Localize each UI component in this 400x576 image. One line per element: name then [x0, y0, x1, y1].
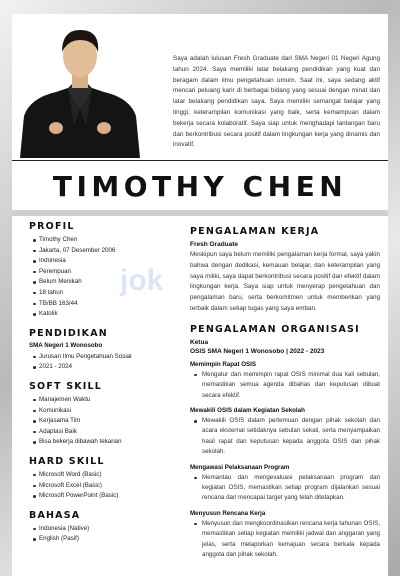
list-item: Manajemen Waktu	[39, 395, 179, 406]
section-title: HARD SKILL	[29, 455, 105, 467]
list-item: Mengatur dan memimpin rapat OSIS minimal dua kali sebulan, memastikan semua agenda dibahas dan keputusan dibuat secara efektif.	[202, 370, 380, 401]
org-name: OSIS SMA Negeri 1 Wonosobo | 2022 - 2023	[190, 347, 325, 355]
list-item: Adaptasi Baik	[39, 427, 179, 438]
soft-skill-list	[29, 395, 179, 448]
school-name: SMA Negeri 1 Wonosobo	[29, 341, 103, 349]
kerja-subtitle: Fresh Graduate	[190, 241, 239, 248]
left-column	[29, 221, 179, 553]
list-item: Komunikasi	[39, 406, 179, 417]
list-item: Bisa bekerja dibawah tekanan	[39, 437, 179, 448]
bahasa-section	[29, 510, 179, 545]
list-item: Microsoft Word (Basic)	[39, 470, 179, 481]
watermark-logo: jok	[120, 264, 164, 297]
organisasi-section	[190, 324, 380, 561]
duty-list	[190, 519, 380, 561]
intro-paragraph: Saya adalah lulusan Fresh Graduate dari SMA Negeri 01 Negeri Agung tahun 2024. Saya memiliki latar belakang pendidikan yang kuat dan beragam dalam ilmu pengetahuan umum. Saat ini, saya sedang aktif mencari peluang karir di berbagai bidang yang sesuai dengan minat dan latar belakang pendidikan saya. Saya memiliki semangat belajar yang tinggi, keterampilan komunikasi yang baik, serta kemampuan dalam bekerja secara kolaboratif. Saya siap untuk menghadapi tantangan baru dan berkontribusi secara positif dalam lingkungan kerja yang dinamis dan inovatif.	[173, 55, 380, 149]
list-item: 18 tahun	[39, 288, 179, 299]
duty-heading: Mewakili OSIS dalam Kegiatan Sekolah	[190, 407, 305, 414]
section-title: PENGALAMAN ORGANISASI	[190, 323, 360, 335]
pendidikan-section	[29, 328, 179, 373]
list-item: Perempuan	[39, 267, 179, 278]
profil-section	[29, 221, 179, 320]
kerja-section	[190, 226, 380, 315]
list-item: TB/BB 163/44	[39, 299, 179, 310]
profile-photo	[16, 16, 144, 158]
section-title: PENDIDIKAN	[29, 327, 108, 339]
pendidikan-list	[29, 352, 179, 373]
section-title: PROFIL	[29, 221, 75, 232]
list-item: Indonesia	[39, 256, 179, 267]
hard-skill-list	[29, 470, 179, 502]
duty-list	[190, 370, 380, 401]
section-title: PENGALAMAN KERJA	[190, 226, 320, 237]
list-item: Belum Menikah	[39, 277, 179, 288]
list-item: Indonesia (Native)	[39, 524, 179, 535]
section-title: SOFT SKILL	[29, 380, 103, 392]
right-column	[190, 226, 380, 562]
list-item: Memantau dan mengevaluasi pelaksanaan program dan kegiatan OSIS, memastikan setiap program dijalankan sesuai rencana dan mencapai target yang telah ditetapkan.	[202, 473, 380, 504]
divider-bar	[12, 210, 388, 216]
profil-list	[29, 235, 179, 320]
duty-heading: Memimpin Rapat OSIS	[190, 360, 257, 368]
list-item: Microsoft PowerPoint (Basic)	[39, 491, 179, 502]
kerja-text: Meskipun saya belum memiliki pengalaman kerja formal, saya yakin bahwa dengan dedikasi, kemauan belajar, dan keterampilan yang saya miliki, saya dapat berkontribusi secara positif dan efektif dalam lingkungan kerja. Saya siap untuk menyerap pengetahuan dan pengalaman baru, serta berkomitmen untuk memberikan yang terbaik dalam setiap tugas yang saya emban.	[190, 251, 380, 312]
list-item: English (Pasif)	[39, 534, 179, 545]
duty-list	[190, 416, 380, 458]
list-item: Kerjasama Tim	[39, 416, 179, 427]
duty-heading: Mengawasi Pelaksanaan Program	[190, 463, 290, 471]
list-item: Menyusun dan mengkoordinasikan rencana kerja tahunan OSIS, memastikan setiap kegiatan memiliki jadwal dan anggaran yang jelas, serta melaporkan kemajuan secara berkala kepada anggota dan pihak sekolah.	[202, 519, 380, 561]
bahasa-list	[29, 524, 179, 545]
candidate-name: TIMOTHY CHEN	[52, 170, 348, 203]
list-item: Jurusan Ilmu Pengetahuan Sosial	[39, 352, 179, 363]
list-item: Katolik	[39, 309, 179, 320]
hard-skill-section	[29, 456, 179, 502]
duty-list	[190, 473, 380, 504]
org-role: Ketua	[190, 338, 209, 346]
duty-heading: Menyusun Rencana Kerja	[190, 509, 266, 517]
soft-skill-section	[29, 381, 179, 448]
name-banner	[12, 160, 388, 213]
list-item: Jakarta, 07 Desember 2006	[39, 246, 179, 257]
section-title: BAHASA	[29, 509, 81, 521]
list-item: Microsoft Excel (Basic)	[39, 481, 179, 492]
list-item: Timothy Chen	[39, 235, 179, 246]
list-item: 2021 - 2024	[39, 362, 179, 373]
list-item: Mewakili OSIS dalam pertemuan dengan pihak sekolah dan acara eksternal setidaknya sebulan sekali, serta menyampaikan hasil rapat dan keputusan kepada anggota OSIS dan pihak sekolah.	[202, 416, 380, 458]
